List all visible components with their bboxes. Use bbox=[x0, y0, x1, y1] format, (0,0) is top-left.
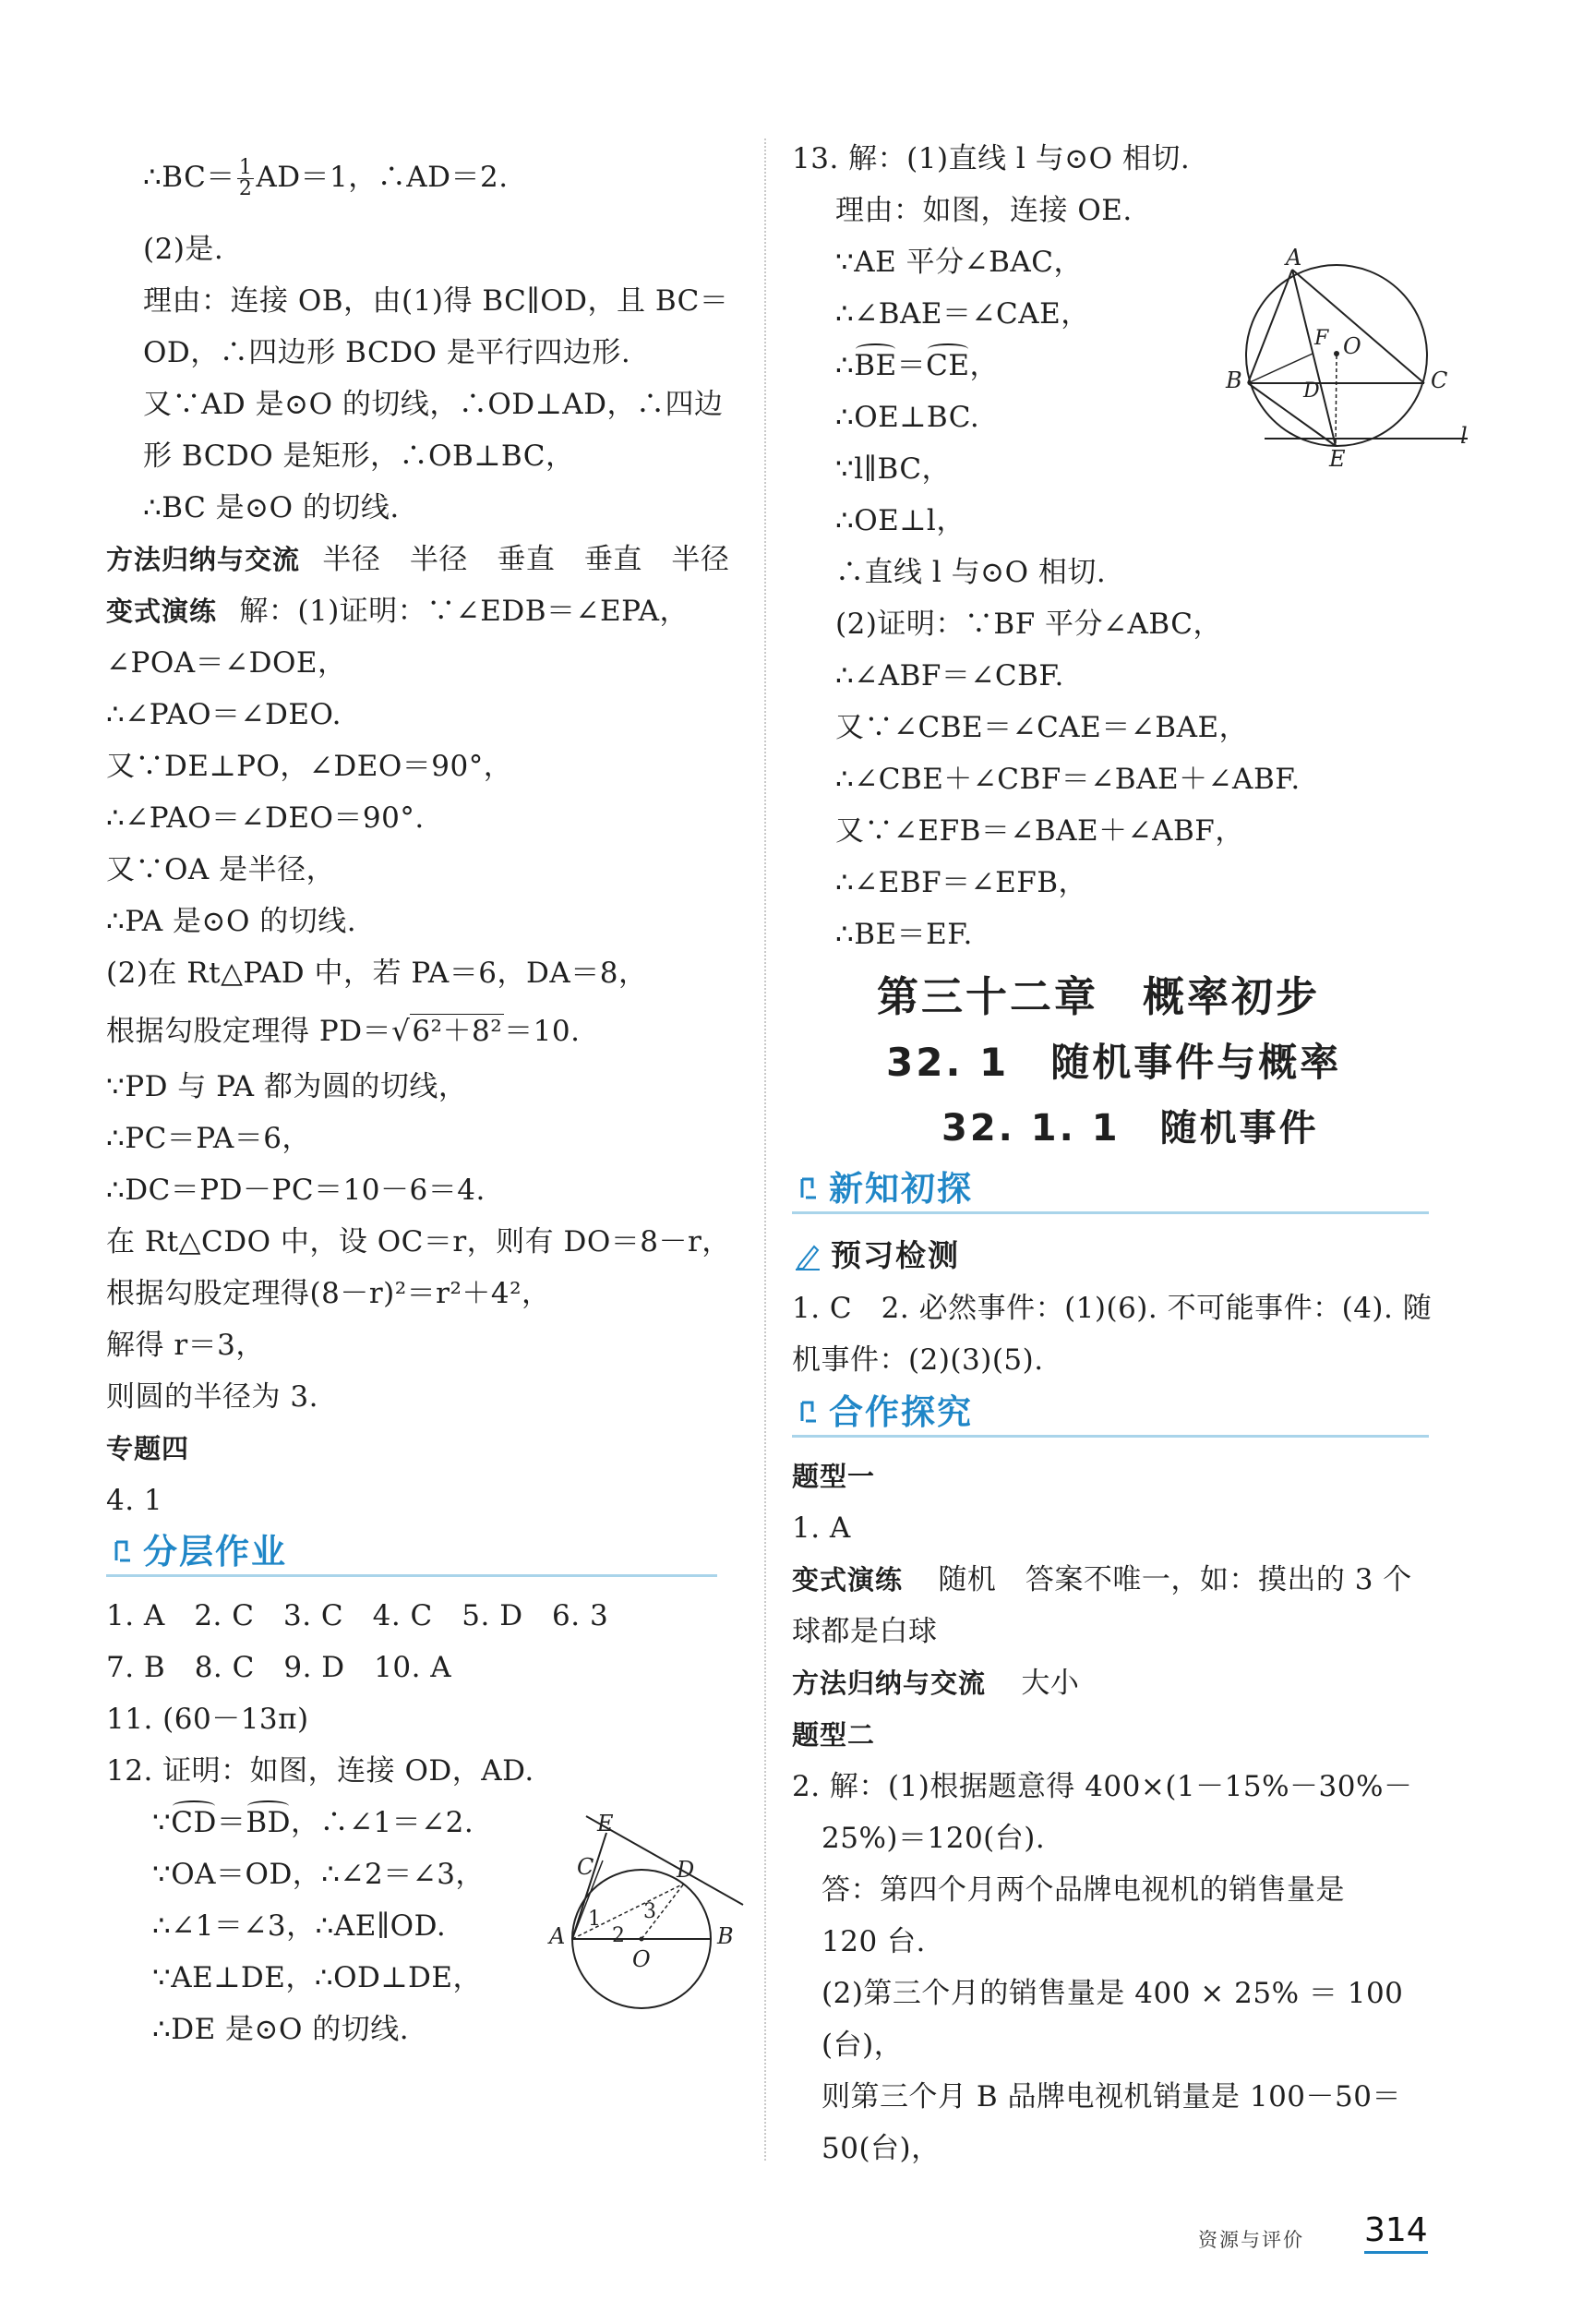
section-title: 新知初探 bbox=[829, 1169, 973, 1209]
section-header-layered bbox=[106, 1531, 717, 1577]
section-underline bbox=[792, 1211, 1429, 1214]
text: ∵ bbox=[152, 1806, 172, 1839]
text: ∴BC＝ bbox=[143, 161, 235, 194]
variant-label: 变式演练 bbox=[792, 1564, 904, 1595]
text-line: ∵l∥BC， bbox=[835, 452, 952, 486]
method-answer: 大小 bbox=[1021, 1667, 1080, 1700]
text-line: 120 台. bbox=[821, 1925, 926, 1958]
text-line: ∴∠1＝∠3，∴AE∥OD. bbox=[152, 1909, 447, 1943]
text-line: 2. 解：(1)根据题意得 400×(1－15%－30%－ bbox=[792, 1770, 1413, 1803]
text-line: ∵AE⊥DE，∴OD⊥DE， bbox=[152, 1961, 483, 1994]
arc-ce: CE bbox=[926, 345, 969, 386]
text-line: ∴∠EBF＝∠EFB， bbox=[835, 866, 1088, 899]
text-line: (2)第三个月的销售量是 400 × 25% ＝ 100 bbox=[821, 1977, 1404, 2010]
text-line: 答：第四个月两个品牌电视机的销售量是 bbox=[821, 1873, 1345, 1907]
text: ，∴∠1＝∠2. bbox=[290, 1806, 474, 1839]
diagram-label: F bbox=[1314, 327, 1329, 350]
section-title: 合作探究 bbox=[829, 1392, 973, 1432]
text-line: 25%)＝120(台). bbox=[821, 1822, 1046, 1855]
diagram-label: E bbox=[1329, 446, 1346, 472]
text-line: 球都是白球 bbox=[792, 1615, 938, 1648]
text-line: 则圆的半径为 3. bbox=[106, 1380, 318, 1414]
text-line: (2)证明：∵BF 平分∠ABC， bbox=[835, 608, 1222, 641]
bookmark-icon bbox=[798, 1175, 821, 1203]
text-line: ∴PA 是⊙O 的切线. bbox=[106, 905, 357, 938]
diagram-label: O bbox=[632, 1946, 651, 1972]
text-line: ∴OE⊥BC. bbox=[835, 401, 980, 434]
text-line: 理由：如图，连接 OE. bbox=[835, 194, 1133, 227]
text-line: (2)是. bbox=[143, 233, 224, 266]
text-line: 4. 1 bbox=[106, 1484, 163, 1517]
section-header-cooperation bbox=[792, 1391, 1429, 1438]
diagram-label: O bbox=[1343, 333, 1361, 359]
pencil-icon bbox=[794, 1241, 821, 1270]
type-label: 题型二 bbox=[792, 1719, 876, 1751]
fraction bbox=[237, 158, 255, 199]
arc-line: ∴BE＝CE， bbox=[835, 345, 999, 386]
text-line: 在 Rt△CDO 中，设 OC＝r，则有 DO＝8－r， bbox=[106, 1225, 731, 1258]
text-line: ∴∠PAO＝∠DEO. bbox=[106, 698, 342, 731]
text-line: ∴DC＝PD－PC＝10－6＝4. bbox=[106, 1174, 486, 1207]
variant-line bbox=[106, 591, 689, 632]
text-line: 13. 解：(1)直线 l 与⊙O 相切. bbox=[792, 142, 1191, 175]
text-line: ∵AE 平分∠BAC， bbox=[835, 246, 1083, 279]
text-line: OD，∴四边形 BCDO 是平行四边形. bbox=[143, 336, 631, 369]
footer-brand: 资源与评价 bbox=[1198, 2229, 1304, 2251]
text-line: 则第三个月 B 品牌电视机销量是 100－50＝ bbox=[821, 2080, 1401, 2113]
diagram-label: 3 bbox=[643, 1900, 656, 1923]
text-line: ∴直线 l 与⊙O 相切. bbox=[835, 556, 1107, 589]
text-line: 1. A bbox=[792, 1511, 851, 1545]
fraction-denominator: 2 bbox=[238, 177, 253, 200]
diagram-label: D bbox=[677, 1857, 695, 1883]
variant-line bbox=[792, 1559, 1412, 1600]
topic-label: 专题四 bbox=[106, 1433, 190, 1464]
sqrt-radicand: 6²＋8² bbox=[412, 1015, 503, 1048]
text-line: ∴∠ABF＝∠CBF. bbox=[835, 659, 1064, 692]
pythagoras-line bbox=[106, 1011, 580, 1052]
diagram-label: B bbox=[1226, 367, 1242, 393]
text-line: 50(台)， bbox=[821, 2132, 941, 2165]
text-line: 又∵OA 是半径， bbox=[106, 853, 336, 886]
text-line: ∵PD 与 PA 都为圆的切线， bbox=[106, 1070, 468, 1103]
method-answers: 半径 半径 垂直 垂直 半径 bbox=[322, 543, 730, 576]
text-line: 1. C 2. 必然事件：(1)(6). 不可能事件：(4). 随 bbox=[792, 1292, 1433, 1325]
variant-label: 变式演练 bbox=[106, 596, 218, 627]
diagram-label: A bbox=[1286, 245, 1302, 271]
text-line: ∴∠PAO＝∠DEO＝90°. bbox=[106, 801, 425, 835]
subsection-title: 32. 1. 1 随机事件 bbox=[941, 1107, 1319, 1150]
method-line bbox=[792, 1663, 1079, 1704]
arc-be: BE bbox=[854, 345, 896, 386]
circle-tangent-diagram bbox=[540, 1805, 752, 2017]
text: 根据勾股定理得 PD＝√ bbox=[106, 1015, 411, 1048]
column-divider bbox=[764, 138, 766, 2161]
method-line bbox=[106, 539, 729, 580]
diagram-label: 1 bbox=[588, 1908, 601, 1931]
preview-label: 预习检测 bbox=[831, 1237, 960, 1273]
text-line bbox=[143, 157, 509, 199]
text-line: 理由：连接 OB，由(1)得 BC∥OD，且 BC＝ bbox=[143, 284, 729, 318]
page-number: 314 bbox=[1364, 2211, 1428, 2254]
text-line: 12. 证明：如图，连接 OD，AD. bbox=[106, 1754, 534, 1788]
section-title: 分层作业 bbox=[143, 1532, 287, 1571]
diagram-label: E bbox=[597, 1811, 614, 1836]
diagram-label: C bbox=[577, 1854, 594, 1880]
text-line: 机事件：(2)(3)(5). bbox=[792, 1343, 1044, 1377]
arc-bd: BD bbox=[246, 1802, 291, 1843]
text: ＝10. bbox=[504, 1015, 581, 1048]
chapter-title: 第三十二章 概率初步 bbox=[877, 972, 1321, 1021]
text-line: ∴∠CBE＋∠CBF＝∠BAE＋∠ABF. bbox=[835, 763, 1301, 796]
arc-line: ∵CD＝BD，∴∠1＝∠2. bbox=[152, 1802, 474, 1843]
text-line: ∴DE 是⊙O 的切线. bbox=[152, 2013, 410, 2046]
diagram-label: B bbox=[717, 1923, 734, 1949]
method-label: 方法归纳与交流 bbox=[106, 544, 301, 575]
text-line: 根据勾股定理得(8－r)²＝r²＋4²， bbox=[106, 1277, 551, 1310]
text-line: ∵OA＝OD，∴∠2＝∠3， bbox=[152, 1858, 485, 1891]
section-underline bbox=[792, 1435, 1429, 1438]
text: ∴ bbox=[835, 349, 855, 382]
variant-text: 解：(1)证明：∵∠EDB＝∠EPA， bbox=[239, 595, 690, 628]
diagram-label: l bbox=[1460, 423, 1468, 449]
diagram-label: C bbox=[1431, 367, 1448, 393]
variant-text: 随机 答案不唯一，如：摸出的 3 个 bbox=[938, 1563, 1412, 1596]
text-line: ∴∠BAE＝∠CAE， bbox=[835, 297, 1090, 331]
text-line: 又∵∠CBE＝∠CAE＝∠BAE， bbox=[835, 711, 1249, 744]
text-line: 解得 r＝3， bbox=[106, 1329, 265, 1362]
text-line: ∴BC 是⊙O 的切线. bbox=[143, 491, 400, 524]
section-title: 32. 1 随机事件与概率 bbox=[886, 1040, 1342, 1085]
text-line: 又∵DE⊥PO，∠DEO＝90°， bbox=[106, 750, 513, 783]
text-line: (2)在 Rt△PAD 中，若 PA＝6，DA＝8， bbox=[106, 957, 648, 990]
text-line: ∴OE⊥l， bbox=[835, 504, 965, 537]
method-label: 方法归纳与交流 bbox=[792, 1668, 987, 1699]
fraction-numerator: 1 bbox=[238, 156, 253, 179]
bookmark-icon bbox=[798, 1399, 821, 1427]
text-line: 1. A 2. C 3. C 4. C 5. D 6. 3 bbox=[106, 1599, 609, 1632]
text-line: ∠POA＝∠DOE， bbox=[106, 646, 347, 680]
preview-header bbox=[794, 1235, 1163, 1276]
text-line: (台)， bbox=[821, 2029, 904, 2062]
text-line: ∴BE＝EF. bbox=[835, 918, 973, 951]
diagram-label: 2 bbox=[612, 1924, 625, 1947]
arc-cd: CD bbox=[171, 1802, 217, 1843]
section-underline bbox=[106, 1574, 717, 1577]
diagram-label: D bbox=[1303, 379, 1320, 403]
type-label: 题型一 bbox=[792, 1461, 876, 1492]
text-line: 又∵∠EFB＝∠BAE＋∠ABF， bbox=[835, 814, 1244, 848]
text-line: ∴PC＝PA＝6， bbox=[106, 1122, 311, 1155]
text-line: 形 BCDO 是矩形，∴OB⊥BC， bbox=[143, 440, 575, 473]
diagram-label: A bbox=[549, 1923, 566, 1949]
text-line: 又∵AD 是⊙O 的切线，∴OD⊥AD，∴四边 bbox=[143, 388, 724, 421]
section-header-new-knowledge bbox=[792, 1168, 1429, 1214]
bookmark-icon bbox=[112, 1538, 136, 1566]
text-line: 7. B 8. C 9. D 10. A bbox=[106, 1651, 452, 1684]
text-line: 11. (60－13π) bbox=[106, 1703, 309, 1736]
text: AD＝1，∴AD＝2. bbox=[256, 161, 509, 194]
inscribed-triangle-diagram bbox=[1200, 245, 1477, 476]
